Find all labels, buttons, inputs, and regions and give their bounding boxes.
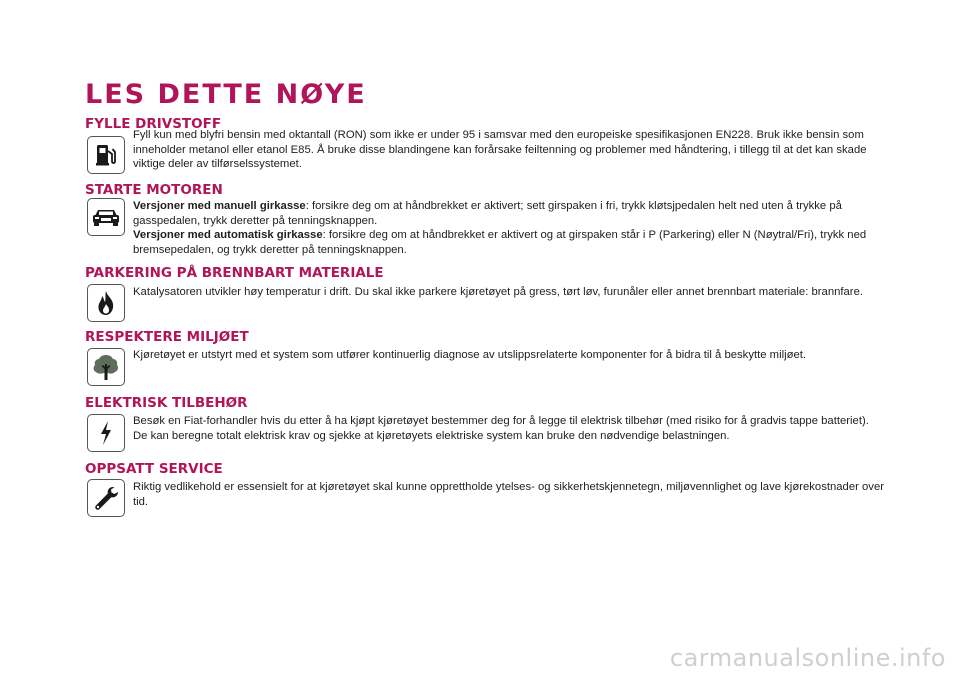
- section-fuel: [85, 116, 885, 171]
- section-heading-start-engine: STARTE MOTOREN: [85, 182, 223, 198]
- paragraph-manual: [133, 199, 885, 228]
- section-heading-parking: PARKERING PÅ BRENNBART MATERIALE: [85, 265, 384, 281]
- section-text-fuel: [133, 128, 885, 172]
- wrench-icon: [87, 479, 125, 517]
- section-electrical: [85, 395, 885, 442]
- paragraph: Kjøretøyet er utstyrt med et system som utfører kontinuerlig diagnose av utslippsrelaterte komponenter for å bidra til å beskytte miljøet.: [133, 349, 807, 361]
- tree-icon: [87, 348, 125, 386]
- manual-label: Versjoner med manuell girkasse: [133, 200, 306, 212]
- paragraph: Besøk en Fiat-forhandler hvis du etter å ha kjøpt kjøretøyet bestemmer deg for å legge til elektrisk tilbehør (med risiko for å gradvis tappe batteriet). De kan beregne totalt elektrisk krav og sjekke at kjøretøyets elektriske system kan bruke den nødvendige belastningen.: [133, 415, 869, 442]
- section-heading-environment: RESPEKTERE MILJØET: [85, 329, 249, 345]
- page-title: LES DETTE NØYE: [85, 79, 367, 110]
- section-text-electrical: [133, 414, 885, 443]
- auto-label: Versjoner med automatisk girkasse: [133, 229, 323, 242]
- section-text-environment: [133, 348, 885, 363]
- watermark: carmanualsonline.info: [669, 644, 946, 672]
- lightning-icon: [87, 414, 125, 452]
- section-parking: [85, 265, 885, 298]
- paragraph-automatic: [133, 228, 885, 257]
- paragraph: Fyll kun med blyfri bensin med oktantall (RON) som ikke er under 95 i samsvar med den europeiske spesifikasjonen EN228. Bruk ikke bensin som inneholder metanol eller etanol E85. Å bruke disse blandingene kan forårsake feiltenning og problemer med håndtering, i tillegg til at det kan skade viktige deler av tilførselssystemet.: [133, 129, 867, 171]
- auto-text: : forsikre deg om at håndbrekket er aktivert og at girspaken står i P (Parkering) eller N (Nøytral/Fri), trykk ned bremsepedalen, og trykk deretter på tenningsknappen.: [133, 229, 867, 256]
- section-text-parking: [133, 285, 885, 300]
- section-text-service: [133, 480, 885, 509]
- manual-text: : forsikre deg om at håndbrekket er aktivert; sett girspaken i fri, trykk kløtsjpedalen helt ned uten å trykke på gasspedalen, trykk deretter på tenningsknappen.: [133, 200, 842, 227]
- section-service: [85, 461, 885, 508]
- paragraph: Katalysatoren utvikler høy temperatur i drift. Du skal ikke parkere kjøretøyet på gress, tørt løv, furunåler eller annet brennbart materiale: brannfare.: [133, 286, 863, 298]
- fuel-pump-icon: [87, 136, 125, 174]
- car-icon: [87, 198, 125, 236]
- paragraph: Riktig vedlikehold er essensielt for at kjøretøyet skal kunne opprettholde ytelses- og sikkerhetskjennetegn, miljøvennlighet og lave kjørekostnader over tid.: [133, 481, 884, 508]
- flame-icon: [87, 284, 125, 322]
- section-start-engine: [85, 182, 885, 256]
- section-text-start-engine: [133, 199, 885, 257]
- section-heading-fuel: FYLLE DRIVSTOFF: [85, 116, 222, 132]
- section-heading-service: OPPSATT SERVICE: [85, 461, 223, 477]
- section-environment: [85, 329, 885, 361]
- section-heading-electrical: ELEKTRISK TILBEHØR: [85, 395, 248, 411]
